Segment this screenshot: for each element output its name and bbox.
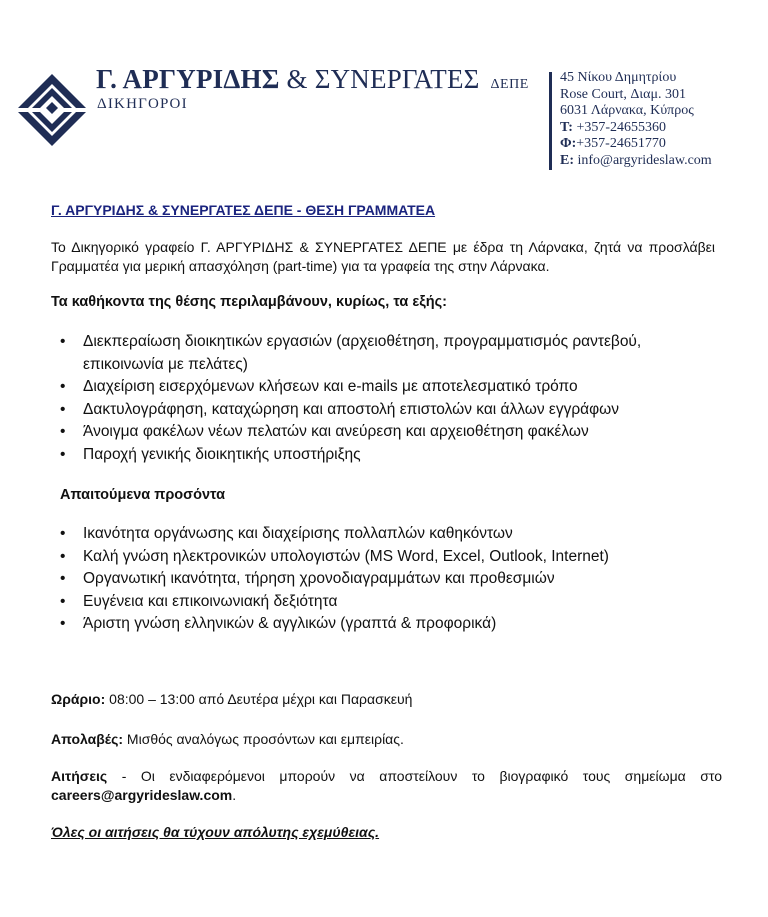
hours-label: Ωράριο: [51,691,106,707]
firm-name-primary: Γ. ΑΡΓΥΡΙΔΗΣ [96,64,280,94]
list-item: • Καλή γνώση ηλεκτρονικών υπολογιστών (MS Word, Excel, Outlook, Internet) [60,546,660,569]
email-address: info@argyrideslaw.com [577,152,712,168]
address-line-2: Rose Court, Διαμ. 301 [560,86,686,102]
contact-address [560,70,712,169]
duties-heading: Τα καθήκοντα της θέσης περιλαμβάνουν, κυρίως, τα εξής: [51,294,447,310]
qualifications-heading: Απαιτούμενα προσόντα [60,487,225,503]
phone-line [560,120,712,137]
confidentiality-note: Όλες οι αιτήσεις θα τύχουν απόλυτης εχεμύθειας. [51,824,380,840]
list-item: • Διαχείριση εισερχόμενων κλήσεων και e-mails με αποτελεσματικό τρόπο [60,376,660,399]
benefits-label: Απολαβές: [51,731,124,747]
phone-number: +357-24655360 [576,119,667,135]
list-item: • Ευγένεια και επικοινωνιακή δεξιότητα [60,591,660,614]
firm-name-ampersand: & [286,64,308,94]
apply-label: Αιτήσεις [51,768,108,784]
duties-list [60,331,660,466]
firm-name-secondary: ΣΥΝΕΡΓΑΤΕΣ [314,64,480,94]
letterhead [0,0,768,190]
fax-line [560,136,712,153]
hours-text: 08:00 – 13:00 από Δευτέρα μέχρι και Παρασκευή [105,691,413,707]
posting-title: Γ. ΑΡΓΥΡΙΔΗΣ & ΣΥΝΕΡΓΑΤΕΣ ΔΕΠΕ - ΘΕΣΗ ΓΡΑΜΜΑΤΕΑ [51,202,436,218]
benefits [51,730,722,749]
apply-text: - Οι ενδιαφερόμενοι μπορούν να αποστείλουν το βιογραφικό τους σημείωμα στο [107,768,722,784]
list-item: • Δακτυλογράφηση, καταχώρηση και αποστολή επιστολών και άλλων εγγράφων [60,399,660,422]
firm-suffix: ΔΕΠΕ [490,77,529,92]
firm-name [96,64,529,95]
working-hours [51,690,722,709]
list-item: • Άριστη γνώση ελληνικών & αγγλικών (γραπτά & προφορικά) [60,613,660,636]
careers-email: careers@argyrideslaw.com [51,787,233,803]
list-item: • Παροχή γενικής διοικητικής υποστήριξης [60,444,660,467]
apply-end: . [232,787,237,803]
list-item: • Άνοιγμα φακέλων νέων πελατών και ανεύρεση και αρχειοθέτηση φακέλων [60,421,660,444]
firm-subtitle: ΔΙΚΗΓΟΡΟΙ [97,96,188,112]
address-line-1: 45 Νίκου Δημητρίου [560,70,677,85]
fax-label: Φ: [560,136,577,151]
email-label: E: [560,152,574,168]
list-item: • Διεκπεραίωση διοικητικών εργασιών (αρχειοθέτηση, προγραμματισμός ραντεβού, επικοινωνία με πελάτες) [60,331,660,376]
applications [51,767,722,805]
qualifications-list [60,523,660,636]
fax-number: +357-24651770 [576,136,666,151]
address-line-3: 6031 Λάρνακα, Κύπρος [560,103,694,118]
phone-label: Τ: [560,119,573,135]
benefits-text: Μισθός αναλόγως προσόντων και εμπειρίας. [123,731,404,747]
diamond-chevrons-logo-icon [16,72,88,152]
address-divider [549,72,552,170]
posting-intro: Το Δικηγορικό γραφείο Γ. ΑΡΓΥΡΙΔΗΣ & ΣΥΝΕΡΓΑΤΕΣ ΔΕΠΕ με έδρα τη Λάρνακα, ζητά να προσλάβει Γραμματέα για μερική απασχόληση (part-time) για τα γραφεία της στην Λάρνακα. [51,239,715,274]
list-item: • Οργανωτική ικανότητα, τήρηση χρονοδιαγραμμάτων και προθεσμιών [60,568,660,591]
email-line [560,153,712,170]
list-item: • Ικανότητα οργάνωσης και διαχείρισης πολλαπλών καθηκόντων [60,523,660,546]
